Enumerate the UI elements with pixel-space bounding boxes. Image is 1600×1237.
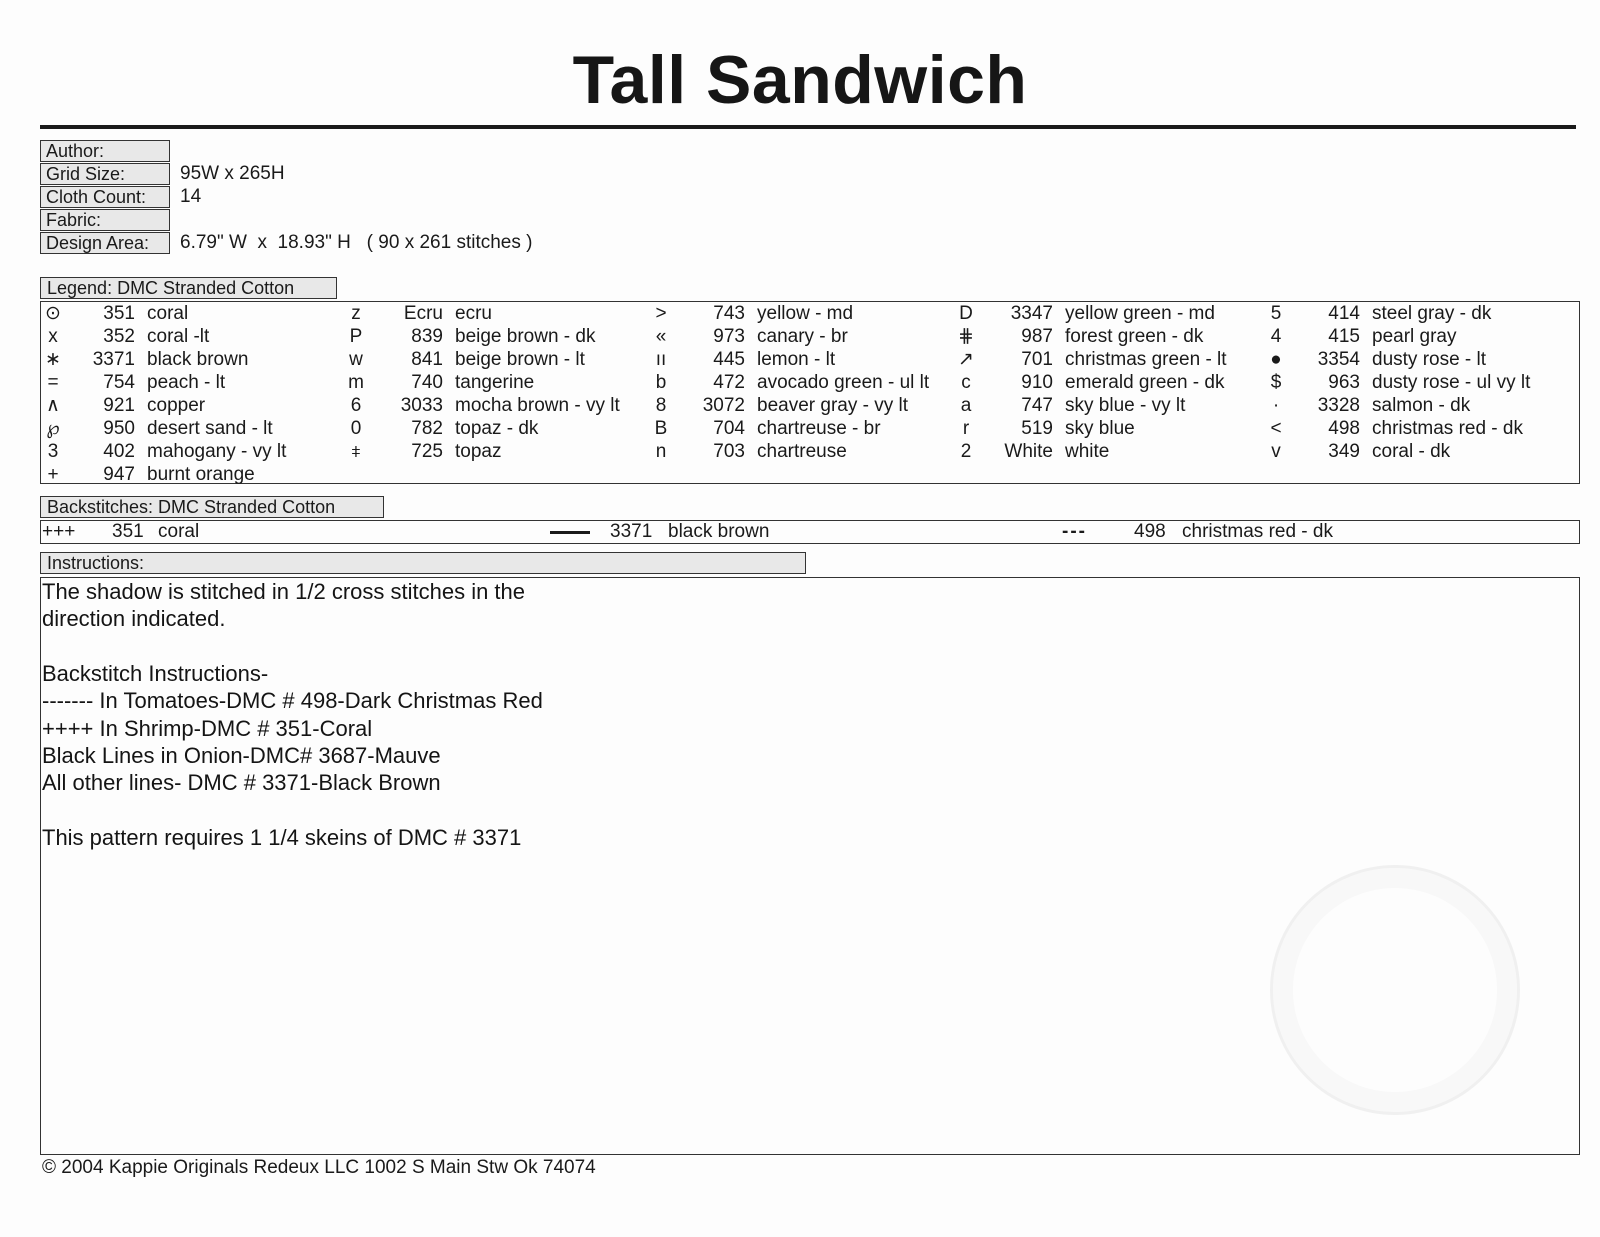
legend-symbol: m	[348, 372, 364, 393]
legend-floss-number: 498	[1328, 418, 1360, 439]
legend-color-name: desert sand - lt	[147, 418, 273, 439]
legend-color-name: yellow green - md	[1065, 303, 1215, 324]
design-area-label: Design Area:	[40, 232, 170, 254]
legend-entry	[1265, 348, 1565, 371]
legend-floss-number: 349	[1328, 441, 1360, 462]
legend-symbol: <	[1270, 418, 1282, 439]
author-label: Author:	[40, 140, 170, 162]
legend-symbol: a	[960, 395, 972, 416]
legend-symbol: 5	[1270, 303, 1282, 324]
legend-symbol: ∧	[46, 395, 60, 416]
design-area-value: 6.79" W x 18.93" H ( 90 x 261 stitches )	[180, 232, 533, 253]
legend-entry	[42, 394, 342, 417]
legend-symbol: >	[655, 303, 667, 324]
legend-symbol: ⊙	[45, 303, 61, 324]
legend-floss-number: Ecru	[403, 303, 443, 324]
embossed-seal	[1270, 865, 1520, 1115]
legend-entry	[650, 348, 950, 371]
legend-color-name: peach - lt	[147, 372, 226, 393]
legend-floss-number: 747	[1021, 395, 1053, 416]
instruction-line: This pattern requires 1 1/4 skeins of DMC # 3371	[42, 824, 522, 850]
legend-color-name: coral - dk	[1372, 441, 1451, 462]
legend-entry	[650, 440, 950, 463]
legend-color-name: topaz	[455, 441, 502, 462]
legend-color-name: chartreuse - br	[757, 418, 881, 439]
legend-floss-number: 704	[713, 418, 745, 439]
page-title: Tall Sandwich	[572, 42, 1028, 118]
legend-symbol: ⋕	[958, 326, 974, 347]
legend-floss-number: 963	[1328, 372, 1360, 393]
legend-entry	[345, 417, 645, 440]
legend-floss-number: 3328	[1317, 395, 1360, 416]
legend-symbol: $	[1270, 372, 1282, 393]
grid-size-value: 95W x 265H	[180, 163, 285, 184]
legend-entry	[345, 371, 645, 394]
legend-color-name: black brown	[147, 349, 249, 370]
legend-symbol: z	[351, 303, 361, 324]
legend-entry	[1265, 440, 1565, 463]
legend-entry	[650, 302, 950, 325]
legend-entry	[42, 302, 342, 325]
legend-symbol: ⧧	[351, 441, 361, 462]
legend-entry	[42, 325, 342, 348]
legend-color-name: dusty rose - lt	[1372, 349, 1487, 370]
legend-entry	[955, 440, 1255, 463]
legend-symbol: P	[349, 326, 363, 347]
legend-symbol: b	[655, 372, 667, 393]
legend-entry	[345, 440, 645, 463]
legend-color-name: dusty rose - ul vy lt	[1372, 372, 1531, 393]
legend-floss-number: 782	[411, 418, 443, 439]
legend-floss-number: White	[1004, 441, 1053, 462]
legend-floss-number: 3033	[400, 395, 443, 416]
instructions-header: Instructions:	[40, 552, 806, 574]
legend-floss-number: 519	[1021, 418, 1053, 439]
legend-entry	[650, 325, 950, 348]
legend-color-name: canary - br	[757, 326, 848, 347]
instruction-line: Backstitch Instructions-	[42, 660, 269, 686]
legend-floss-number: 445	[713, 349, 745, 370]
backstitches-header: Backstitches: DMC Stranded Cotton	[40, 496, 384, 518]
backstitch-name: christmas red - dk	[1182, 521, 1333, 542]
legend-color-name: white	[1065, 441, 1110, 462]
cloth-count-label: Cloth Count:	[40, 186, 170, 208]
legend-floss-number: 973	[713, 326, 745, 347]
legend-entry	[1265, 394, 1565, 417]
legend-floss-number: 950	[103, 418, 135, 439]
legend-color-name: avocado green - ul lt	[757, 372, 930, 393]
legend-symbol: 8	[655, 395, 667, 416]
legend-entry	[42, 440, 342, 463]
legend-floss-number: 472	[713, 372, 745, 393]
legend-symbol: +	[47, 464, 59, 485]
legend-entry	[955, 348, 1255, 371]
legend-floss-number: 921	[103, 395, 135, 416]
legend-color-name: mahogany - vy lt	[147, 441, 287, 462]
legend-entry	[1265, 325, 1565, 348]
legend-floss-number: 725	[411, 441, 443, 462]
instruction-line: ++++ In Shrimp-DMC # 351-Coral	[42, 715, 373, 741]
legend-symbol: r	[962, 418, 970, 439]
backstitches-table	[40, 520, 1580, 544]
legend-header: Legend: DMC Stranded Cotton	[40, 277, 337, 299]
legend-floss-number: 414	[1328, 303, 1360, 324]
legend-floss-number: 3354	[1317, 349, 1360, 370]
legend-entry	[42, 348, 342, 371]
legend-color-name: mocha brown - vy lt	[455, 395, 620, 416]
backstitch-line-symbol: +++	[42, 521, 76, 542]
instruction-line: ------- In Tomatoes-DMC # 498-Dark Christmas Red	[42, 688, 543, 714]
legend-floss-number: 910	[1021, 372, 1053, 393]
legend-color-name: christmas red - dk	[1372, 418, 1523, 439]
legend-floss-number: 402	[103, 441, 135, 462]
legend-color-name: sky blue	[1065, 418, 1135, 439]
legend-symbol: c	[961, 372, 971, 393]
legend-color-name: copper	[147, 395, 206, 416]
legend-symbol: 0	[350, 418, 362, 439]
legend-entry	[345, 394, 645, 417]
legend-floss-number: 701	[1021, 349, 1053, 370]
legend-color-name: sky blue - vy lt	[1065, 395, 1186, 416]
legend-symbol: ∗	[45, 349, 61, 370]
legend-symbol: ↗	[958, 349, 974, 370]
legend-symbol: ●	[1270, 349, 1282, 370]
legend-floss-number: 415	[1328, 326, 1360, 347]
legend-entry	[345, 302, 645, 325]
legend-symbol: ℘	[46, 418, 60, 439]
legend-floss-number: 352	[103, 326, 135, 347]
legend-entry	[42, 463, 342, 486]
legend-floss-number: 3347	[1010, 303, 1053, 324]
backstitch-name: coral	[158, 521, 200, 542]
legend-symbol: w	[349, 349, 363, 370]
legend-symbol: 4	[1270, 326, 1282, 347]
legend-floss-number: 3371	[92, 349, 135, 370]
legend-entry	[1265, 417, 1565, 440]
backstitch-number: 498	[1134, 521, 1166, 542]
legend-color-name: lemon - lt	[757, 349, 836, 370]
legend-color-name: beaver gray - vy lt	[757, 395, 908, 416]
legend-color-name: tangerine	[455, 372, 535, 393]
cloth-count-value: 14	[180, 186, 202, 207]
legend-color-name: coral	[147, 303, 189, 324]
backstitch-name: black brown	[668, 521, 770, 542]
legend-floss-number: 743	[713, 303, 745, 324]
legend-floss-number: 351	[103, 303, 135, 324]
legend-entry	[650, 417, 950, 440]
legend-floss-number: 841	[411, 349, 443, 370]
backstitch-line-symbol: ---	[1062, 521, 1087, 542]
title-divider	[40, 125, 1576, 129]
legend-floss-number: 839	[411, 326, 443, 347]
legend-symbol: n	[655, 441, 667, 462]
legend-color-name: forest green - dk	[1065, 326, 1204, 347]
legend-entry	[42, 417, 342, 440]
legend-floss-number: 987	[1021, 326, 1053, 347]
backstitch-solid-line	[550, 531, 590, 534]
instruction-line: All other lines- DMC # 3371-Black Brown	[42, 770, 441, 796]
legend-entry	[1265, 302, 1565, 325]
legend-entry	[1265, 371, 1565, 394]
legend-symbol: 6	[350, 395, 362, 416]
legend-symbol: ·	[1272, 395, 1280, 416]
copyright-footer: © 2004 Kappie Originals Redeux LLC 1002 S Main Stw Ok 74074	[42, 1157, 596, 1178]
legend-floss-number: 754	[103, 372, 135, 393]
legend-entry	[345, 325, 645, 348]
legend-entry	[42, 371, 342, 394]
legend-color-name: yellow - md	[757, 303, 854, 324]
legend-entry	[650, 394, 950, 417]
legend-symbol: 3	[47, 441, 59, 462]
legend-symbol: x	[48, 326, 58, 347]
grid-size-label: Grid Size:	[40, 163, 170, 185]
legend-color-name: beige brown - lt	[455, 349, 585, 370]
legend-color-name: emerald green - dk	[1065, 372, 1225, 393]
legend-symbol: B	[654, 418, 668, 439]
legend-entry	[650, 371, 950, 394]
legend-floss-number: 703	[713, 441, 745, 462]
legend-symbol: =	[47, 372, 59, 393]
legend-color-name: salmon - dk	[1372, 395, 1471, 416]
legend-color-name: coral -lt	[147, 326, 210, 347]
legend-color-name: topaz - dk	[455, 418, 539, 439]
legend-entry	[955, 417, 1255, 440]
instruction-line: Black Lines in Onion-DMC# 3687-Mauve	[42, 742, 441, 768]
legend-symbol: ıı	[655, 349, 667, 370]
legend-entry	[345, 348, 645, 371]
legend-symbol: v	[1271, 441, 1281, 462]
legend-symbol: «	[655, 326, 667, 347]
legend-color-name: steel gray - dk	[1372, 303, 1492, 324]
legend-color-name: ecru	[455, 303, 492, 324]
legend-color-name: pearl gray	[1372, 326, 1457, 347]
legend-entry	[955, 394, 1255, 417]
legend-color-name: christmas green - lt	[1065, 349, 1227, 370]
backstitch-number: 3371	[610, 521, 653, 542]
legend-entry	[955, 325, 1255, 348]
legend-entry	[955, 302, 1255, 325]
legend-symbol: D	[959, 303, 973, 324]
legend-floss-number: 740	[411, 372, 443, 393]
legend-floss-number: 947	[103, 464, 135, 485]
legend-color-name: beige brown - dk	[455, 326, 596, 347]
legend-color-name: burnt orange	[147, 464, 255, 485]
legend-floss-number: 3072	[702, 395, 745, 416]
legend-symbol: 2	[960, 441, 972, 462]
legend-entry	[955, 371, 1255, 394]
instruction-line: direction indicated.	[42, 606, 226, 632]
backstitch-number: 351	[112, 521, 144, 542]
fabric-label: Fabric:	[40, 209, 170, 231]
instruction-line: The shadow is stitched in 1/2 cross stitches in the	[42, 579, 526, 604]
legend-color-name: chartreuse	[757, 441, 847, 462]
